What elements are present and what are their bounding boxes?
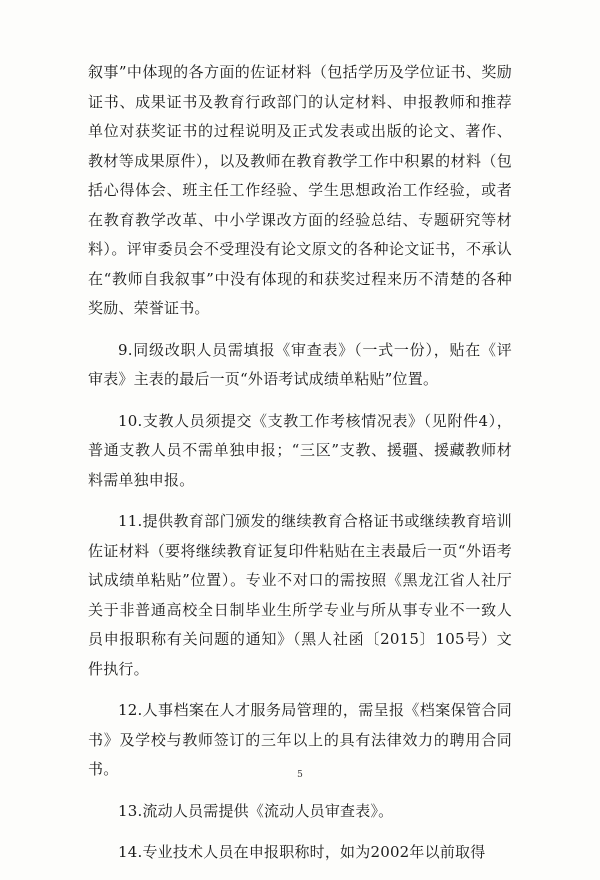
paragraph-item-9: 9.同级改职人员需填报《审查表》（一式一份），贴在《评审表》主表的最后一页“外语考试成绩单粘贴”位置。 (88, 340, 512, 388)
paragraph-item-11: 11.提供教育部门颁发的继续教育合格证书或继续教育培训佐证材料（要将继续教育证复印件粘贴在主表最后一页“外语考试成绩单粘贴”位置）。专业不对口的需按照《黑龙江省人社厅关于非普通高校全日制毕业生所学专业与所从事专业不一致人员申报职称有关问题的通知》（黑人社函〔2015〕105号）文件执行。 (88, 512, 512, 678)
paragraph-evidence-materials: 叙事”中体现的各方面的佐证材料（包括学历及学位证书、奖励证书、成果证书及教育行政部门的认定材料、申报教师和推荐单位对获奖证书的过程说明及正式发表或出版的论文、著作、教材等成果原件），以及教师在教育教学工作中积累的材料（包括心得体会、班主任工作经验、学生思想政治工作经验，或者在教育教学改革、中小学课改方面的经验总结、专题研究等材料）。评审委员会不受理没有论文原文的各种论文证书，不承认在“教师自我叙事”中没有体现的和获奖过程来历不清楚的各种奖励、荣誉证书。 (88, 63, 512, 317)
paragraph-item-10: 10.支教人员须提交《支教工作考核情况表》（见附件4），普通支教人员不需单独申报；“三区”支教、援疆、援藏教师材料需单独申报。 (88, 411, 512, 489)
paragraph-item-13: 13.流动人员需提供《流动人员审查表》。 (118, 801, 394, 820)
paragraph-item-12: 12.人事档案在人才服务局管理的，需呈报《档案保管合同书》及学校与教师签订的三年以上的具有法律效力的聘用合同书。 (88, 701, 512, 778)
paragraph-item-14: 14.专业技术人员在申报职称时，如为2002年以前取得 (118, 843, 486, 861)
body-text (88, 58, 512, 880)
page-number: 5 (297, 770, 303, 780)
